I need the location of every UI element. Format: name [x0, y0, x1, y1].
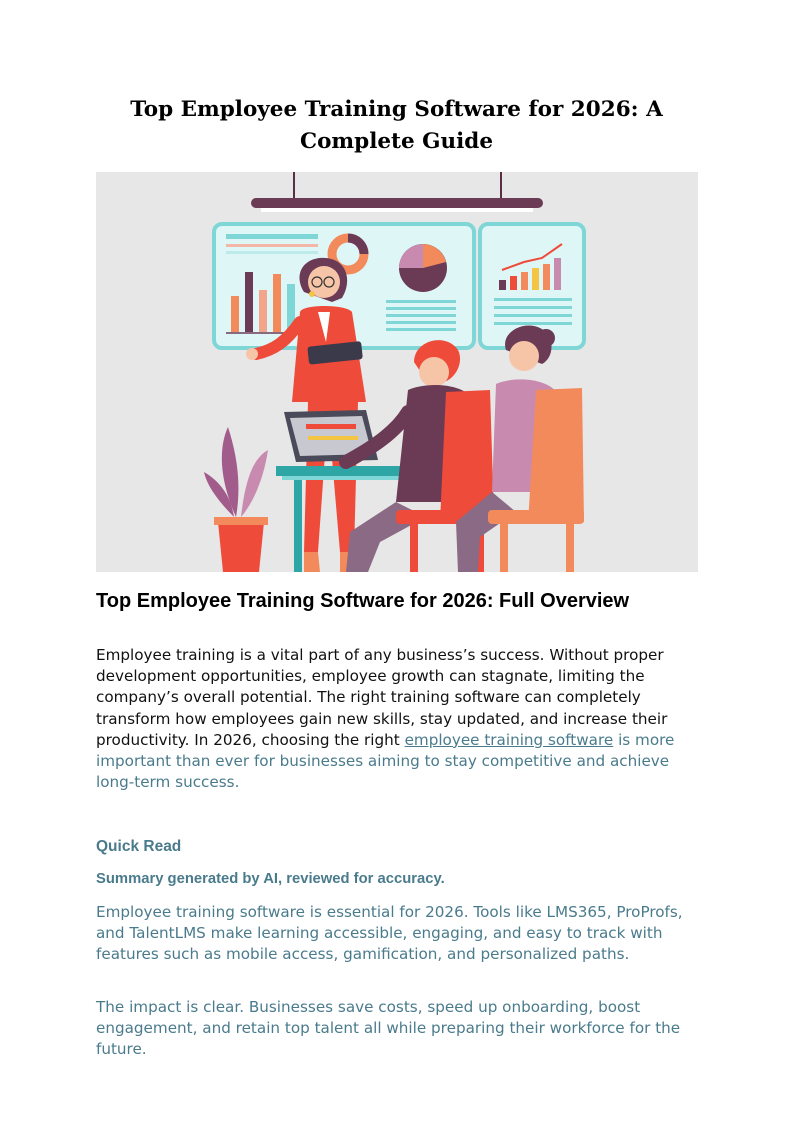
document-title: Top Employee Training Software for 2026: A Complete Guide: [130, 97, 663, 154]
quick-read-title: Quick Read: [96, 838, 182, 855]
intro-text: Employee training is a vital part of any business’s success. Without proper development opportunities, employee growth can stagnate, limiting the company’s overall potential. The right training software can completely transform how employees gain new skills, stay updated, and increase their productivity. In 2026, choosing the right: [96, 646, 668, 749]
hero-illustration: [96, 172, 698, 572]
intro-paragraph: [96, 645, 706, 793]
employee-training-software-link[interactable]: employee training software: [404, 730, 614, 749]
quick-read-paragraph-1: Employee training software is essential for 2026. Tools like LMS365, ProProfs, and TalentLMS make learning accessible, engaging, and easy to track with features such as mobile access, gamification, and personalized paths.: [96, 903, 683, 964]
training-illustration-icon: [96, 172, 698, 572]
quick-read-subtitle: Summary generated by AI, reviewed for accuracy.: [96, 871, 445, 887]
intro-text-continued: is more important than ever for businesses aiming to stay competitive and achieve long-term success.: [96, 730, 675, 792]
section-heading: Top Employee Training Software for 2026: Full Overview: [96, 590, 630, 612]
quick-read-paragraph-2: The impact is clear. Businesses save costs, speed up onboarding, boost engagement, and retain top talent all while preparing their workforce for the future.: [96, 998, 681, 1059]
